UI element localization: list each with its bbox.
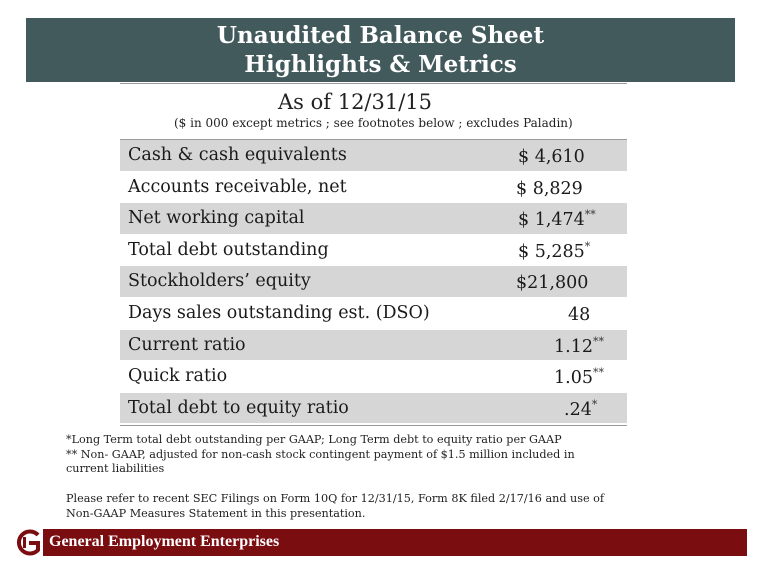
- divider-table-bottom: [120, 425, 627, 426]
- table-row: [120, 203, 627, 235]
- row-label: Total debt outstanding: [128, 239, 329, 260]
- row-value: 1.05**: [554, 366, 604, 388]
- ge-logo-icon: [13, 529, 43, 556]
- row-label: Accounts receivable, net: [128, 176, 347, 197]
- table-row: [120, 298, 627, 330]
- row-value: $ 8,829: [516, 178, 583, 199]
- units-note: ($ in 000 except metrics ; see footnotes below ; excludes Paladin): [174, 116, 573, 130]
- as-of-date: As of 12/31/15: [278, 90, 433, 114]
- sec-filings-note: Please refer to recent SEC Filings on Form 10Q for 12/31/15, Form 8K filed 2/17/16 and use of: [66, 492, 605, 505]
- row-value: $21,800: [516, 273, 589, 294]
- table-row: [120, 361, 627, 393]
- table-row: [120, 330, 627, 362]
- sec-filings-note-cont: Non-GAAP Measures Statement in this presentation.: [66, 507, 366, 520]
- table-row: [120, 140, 627, 172]
- row-label: Total debt to equity ratio: [128, 397, 349, 418]
- company-name: General Employment Enterprises: [49, 533, 280, 550]
- row-value: 48: [568, 304, 591, 325]
- title-line-1: Unaudited Balance Sheet: [216, 22, 545, 49]
- row-value: $ 4,610: [518, 146, 585, 167]
- row-label: Quick ratio: [128, 366, 228, 387]
- footnote-non-gaap: ** Non- GAAP, adjusted for non-cash stock contingent payment of $1.5 million included in: [66, 448, 575, 461]
- footnote-non-gaap-cont: current liabilities: [66, 462, 165, 475]
- row-label: Current ratio: [128, 334, 246, 355]
- table-row: [120, 172, 627, 204]
- metrics-table: [120, 140, 627, 424]
- title-banner: [26, 18, 735, 82]
- divider-top: [120, 83, 627, 84]
- row-label: Days sales outstanding est. (DSO): [128, 302, 430, 323]
- row-label: Stockholders’ equity: [128, 271, 311, 292]
- table-row: [120, 266, 627, 298]
- table-row: [120, 235, 627, 267]
- row-label: Cash & cash equivalents: [128, 145, 347, 165]
- table-row: [120, 393, 627, 425]
- title-line-2: Highlights & Metrics: [244, 51, 517, 78]
- row-label: Net working capital: [128, 208, 305, 229]
- footnote-gaap: *Long Term total debt outstanding per GAAP; Long Term debt to equity ratio per GAAP: [66, 433, 562, 446]
- row-value: .24*: [564, 397, 598, 420]
- row-value: $ 1,474**: [518, 208, 596, 231]
- row-value: $ 5,285*: [518, 239, 591, 262]
- row-value: 1.12**: [554, 334, 604, 357]
